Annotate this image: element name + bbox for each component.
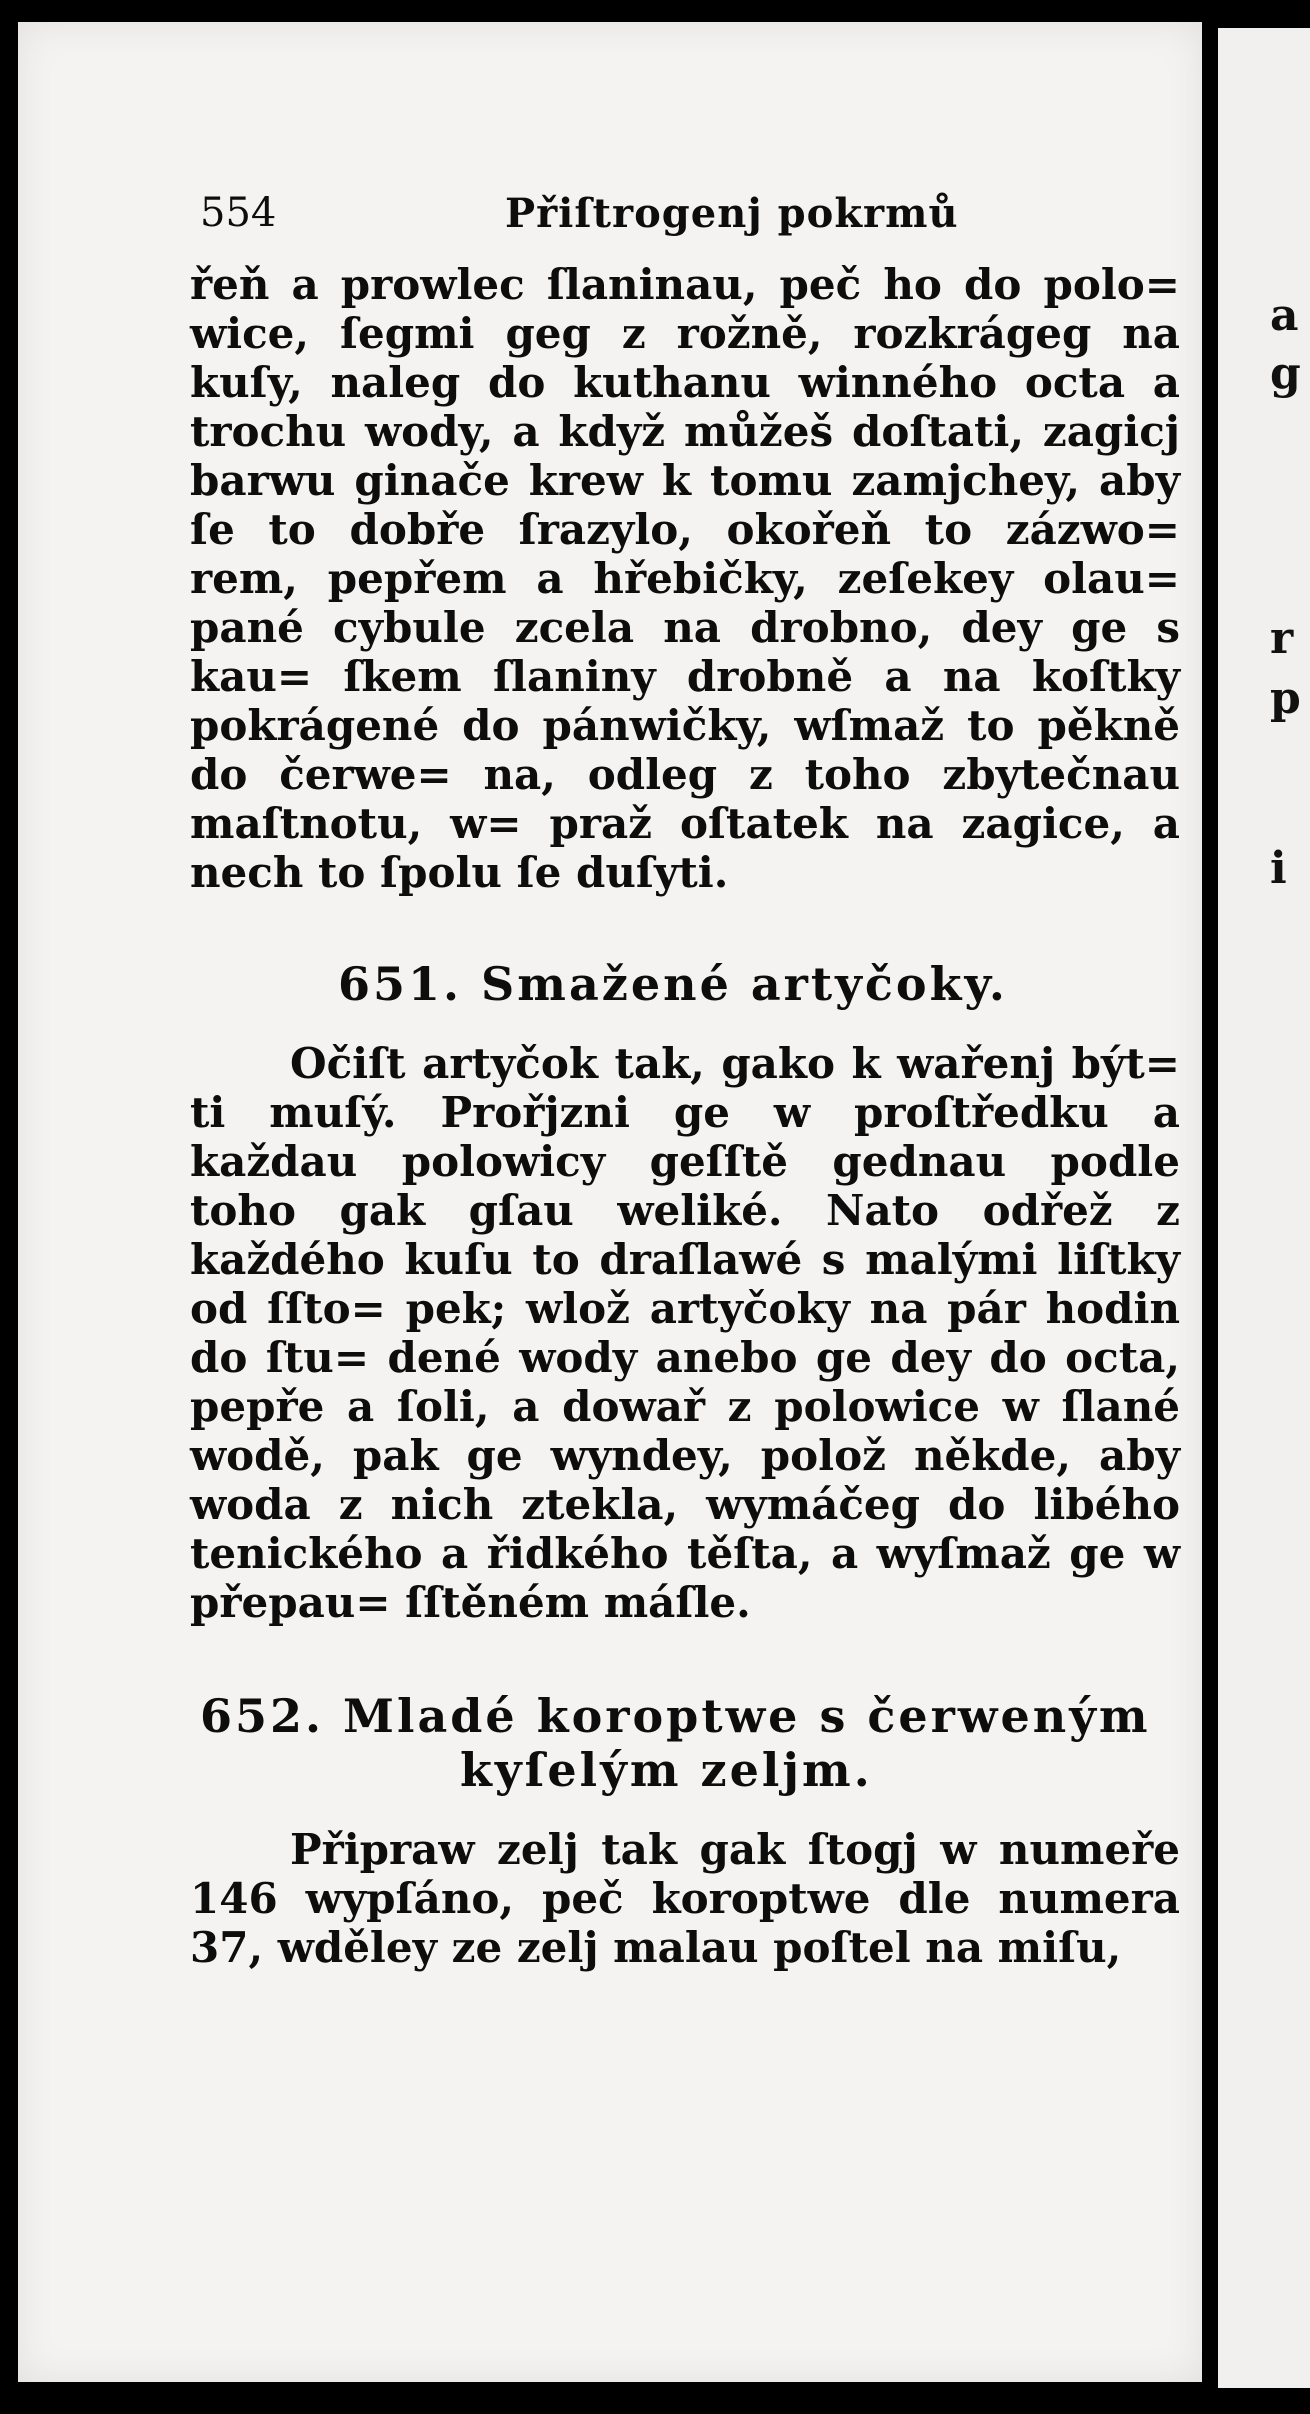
heading-line-2: kyſelým zeljm. <box>460 1743 873 1797</box>
next-page-fragment: g <box>1270 348 1301 399</box>
section-heading-652 <box>190 1689 1180 1797</box>
body-text <box>190 260 1180 1972</box>
section-text-651: Očiſt artyčok tak, gako k wařenj být= ti muſý. Prořjzni ge w proſtředku a každau polowicy geſſtě gednau podle toho gak gſau weliké. Nato odřež z každého kuſu to draſlawé s malými liſtky od ſſto= pek; wlož artyčoky na pár hodin do ſtu= dené wody anebo ge dey do octa, pepře a ſoli, a dowař z polowice w ſlané wodě, pak ge wyndey, polož někde, aby woda z nich ztekla, wymáčeg do libého tenického a řidkého těſta, a wyſmaž ge w přepau= ſſtěném máſle. <box>190 1039 1180 1627</box>
running-title: Přiſtrogenj pokrmů <box>505 190 959 237</box>
section-text-652: Připraw zelj tak gak ſtogj w numeře 146 wypſáno, peč koroptwe dle numera 37, wděley ze zelj malau poſtel na miſu, <box>190 1825 1180 1972</box>
next-page-fragment: p <box>1270 673 1301 724</box>
paragraph-continued: řeň a prowlec ſlaninau, peč ho do polo= wice, ſegmi geg z rožně, rozkrágeg na kuſy, naleg do kuthanu winného octa a trochu wody, a když můžeš doſtati, zagicj barwu ginače krew k tomu zamjchey, aby ſe to dobře ſrazylo, okořeň to zázwo= rem, pepřem a hřebičky, zeſekey olau= pané cybule zcela na drobno, dey ge s kau= ſkem ſlaniny drobně a na koſtky pokrágené do pánwičky, wſmaž to pěkně do čerwe= na, odleg z toho zbytečnau maſtnotu, w= praž oſtatek na zagice, a nech to ſpolu ſe duſyti. <box>190 260 1180 897</box>
next-page-fragment: r <box>1270 613 1294 664</box>
next-page-fragment: i <box>1270 843 1287 894</box>
section-heading-651: 651. Smažené artyčoky. <box>338 957 1008 1011</box>
page-content <box>190 190 1180 1972</box>
page-number: 554 <box>200 190 277 236</box>
next-page-fragment: a <box>1270 290 1299 341</box>
heading-line-1: 652. Mladé koroptwe s čerweným <box>200 1689 1151 1743</box>
next-page-edge <box>1218 28 1310 2388</box>
running-head <box>190 190 1180 260</box>
